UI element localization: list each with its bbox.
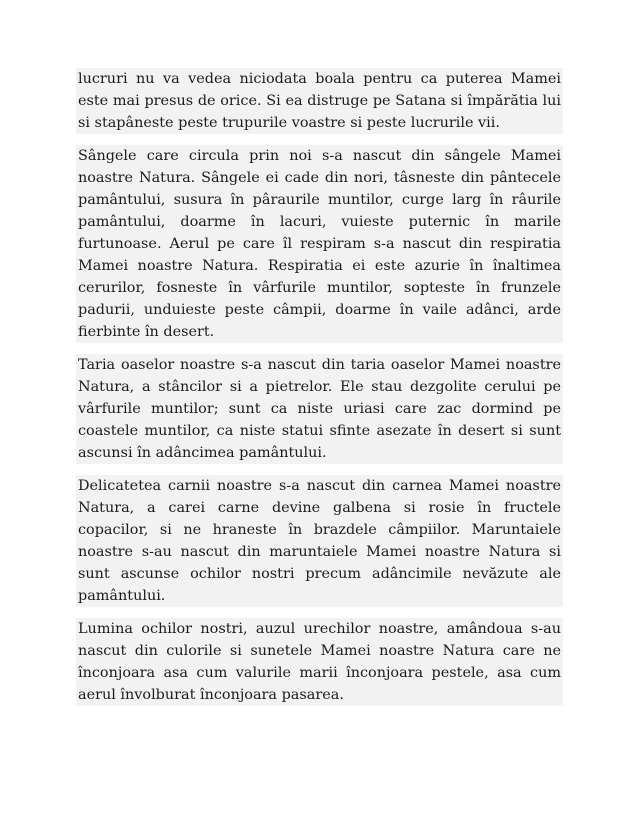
paragraph-4: Delicatetea carnii noastre s-a nascut din carnea Mamei noastre Natura, a carei carne devine galbena si rosie în fructele copacilor, si ne hraneste în brazdele câmpiilor. Maruntaiele noastre s-au nascut din maruntaiele Mamei noastre Natura si sunt ascunse ochilor nostri precum adâncimile nevăzute ale pamântului. (76, 475, 563, 607)
body-text (76, 68, 563, 706)
paragraph-2: Sângele care circula prin noi s-a nascut din sângele Mamei noastre Natura. Sângele ei cade din nori, tâsneste din pântecele pamântului, susura în pâraurile muntilor, curge larg în râurile pamântului, doarme în lacuri, vuieste puternic în marile furtunoase. Aerul pe care îl respiram s-a nascut din respiratia Mamei noastre Natura. Respiratia ei este azurie în înaltimea cerurilor, fosneste în vârfurile muntilor, sopteste în frunzele padurii, unduieste peste câmpii, doarme în vaile adânci, arde fierbinte în desert. (76, 145, 563, 343)
paragraph-1: lucruri nu va vedea niciodata boala pentru ca puterea Mamei este mai presus de orice. Si ea distruge pe Satana si împărătia lui si stapâneste peste trupurile voastre si peste lucrurile vii. (76, 68, 563, 134)
paragraph-5: Lumina ochilor nostri, auzul urechilor noastre, amândoua s-au nascut din culorile si sunetele Mamei noastre Natura care ne înconjoara asa cum valurile marii înconjoara pestele, asa cum aerul învolburat înconjoara pasarea. (76, 618, 563, 706)
paragraph-3: Taria oaselor noastre s-a nascut din taria oaselor Mamei noastre Natura, a stâncilor si a pietrelor. Ele stau dezgolite cerului pe vârfurile muntilor; sunt ca niste uriasi care zac dormind pe coastele muntilor, ca niste statui sfinte asezate în desert si sunt ascunsi în adâncimea pamântului. (76, 354, 563, 464)
